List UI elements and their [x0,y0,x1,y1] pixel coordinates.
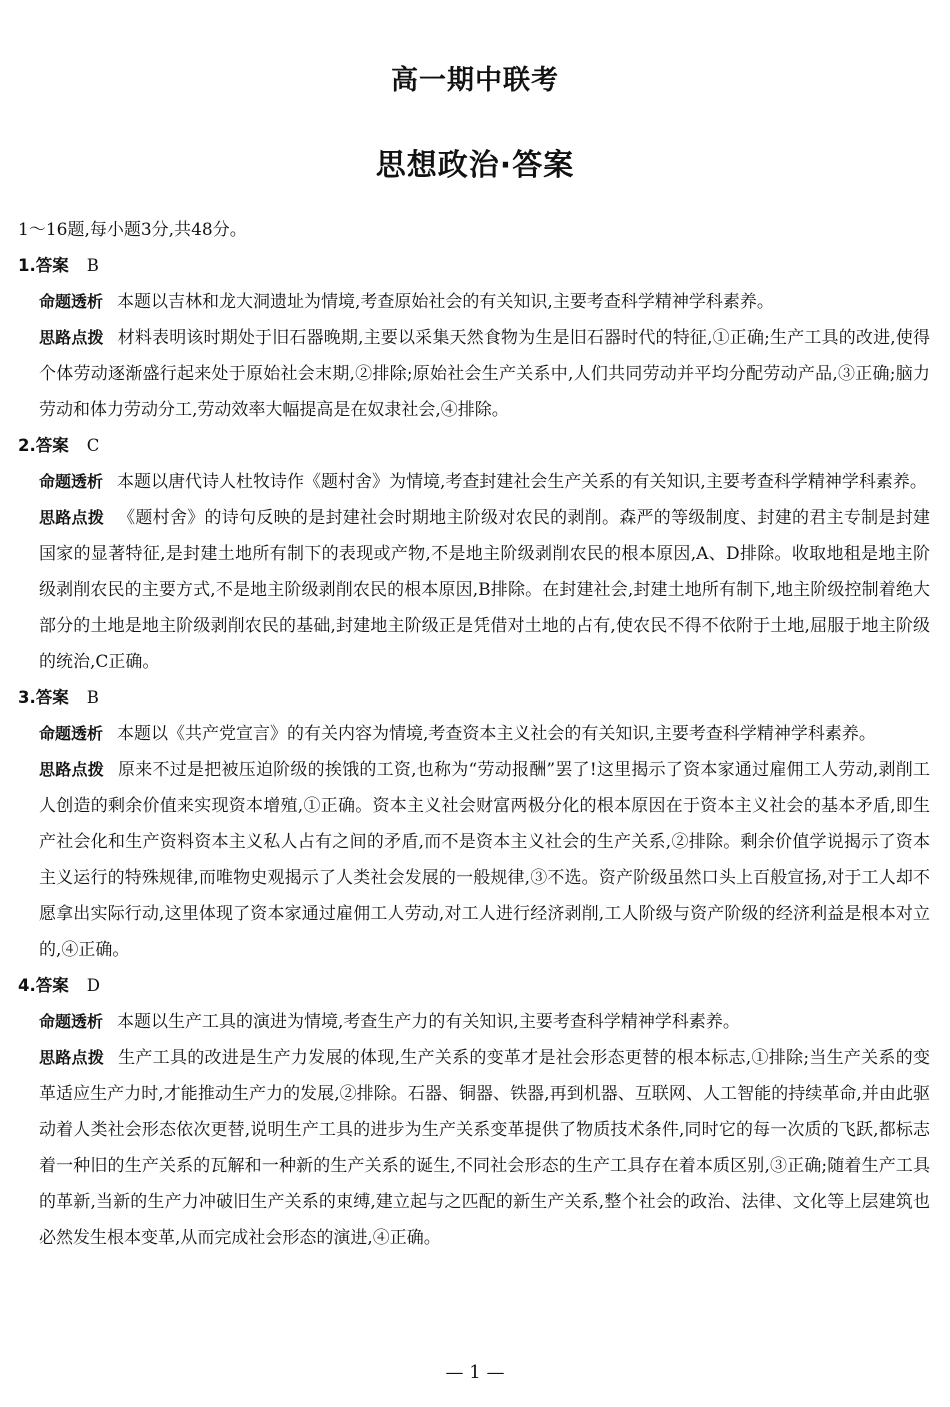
question-2 [18,428,930,680]
hint-paragraph [18,320,930,428]
answer-value: D [86,976,100,995]
analysis-text: 本题以吉林和龙大洞遗址为情境,考查原始社会的有关知识,主要考查科学精神学科素养。 [117,292,774,312]
question-header [18,968,930,1004]
answer-label: 答案 [35,976,69,995]
question-number: 3. [18,688,36,707]
question-number: 2. [18,436,36,455]
hint-text: 生产工具的改进是生产力发展的体现,生产关系的变革才是社会形态更替的根本标志,①排除;当生产关系的变革适应生产力时,才能推动生产力的发展,②排除。石器、铜器、铁器,再到机器、互联网、人工智能的持续革命,并由此驱动着人类社会形态依次更替,说明生产工具的进步为生产关系变革提供了物质技术条件,同时它的每一次质的飞跃,都标志着一种旧的生产关系的瓦解和一种新的生产关系的诞生,不同社会形态的生产工具存在着本质区别,③正确;随着生产工具的革新,当新的生产力冲破旧生产关系的束缚,建立起与之匹配的新生产关系,整个社会的政治、法律、文化等上层建筑也必然发生根本变革,从而完成社会形态的演进,④正确。 [39,1048,930,1248]
hint-paragraph [18,752,930,968]
hint-paragraph [18,500,930,680]
exam-title: 高一期中联考 [391,65,559,96]
analysis-paragraph [18,716,930,752]
analysis-label: 命题透析 [39,292,104,311]
analysis-paragraph [18,464,930,500]
question-header [18,428,930,464]
answer-label: 答案 [35,256,69,275]
analysis-paragraph [18,1004,930,1040]
answer-content [18,212,930,1256]
question-1 [18,248,930,428]
analysis-paragraph [18,284,930,320]
hint-label: 思路点拨 [39,508,105,527]
question-4 [18,968,930,1256]
question-number: 4. [18,976,36,995]
hint-label: 思路点拨 [39,328,104,347]
hint-text: 《题村舍》的诗句反映的是封建社会时期地主阶级对农民的剥削。森严的等级制度、封建的君主专制是封建国家的显著特征,是封建土地所有制下的表现或产物,不是地主阶级剥削农民的根本原因,A、D排除。收取地租是地主阶级剥削农民的主要方式,不是地主阶级剥削农民的根本原因,B排除。在封建社会,封建土地所有制下,地主阶级控制着绝大部分的土地是地主阶级剥削农民的基础,封建地主阶级正是凭借对土地的占有,使农民不得不依附于土地,屈服于地主阶级的统治,C正确。 [39,508,930,672]
answer-label: 答案 [35,688,69,707]
analysis-text: 本题以生产工具的演进为情境,考查生产力的有关知识,主要考查科学精神学科素养。 [117,1012,740,1032]
question-number: 1. [18,256,36,275]
answer-value: B [86,256,99,275]
hint-paragraph [18,1040,930,1256]
hint-text: 原来不过是把被压迫阶级的挨饿的工资,也称为“劳动报酬”罢了!这里揭示了资本家通过雇佣工人劳动,剥削工人创造的剩余价值来实现资本增殖,①正确。资本主义社会财富两极分化的根本原因在于资本主义社会的基本矛盾,即生产社会化和生产资料资本主义私人占有之间的矛盾,而不是资本主义社会的生产关系,②排除。剩余价值学说揭示了资本主义运行的特殊规律,而唯物史观揭示了人类社会发展的一般规律,③不选。资产阶级虽然口头上百般宣扬,对于工人却不愿拿出实际行动,这里体现了资本家通过雇佣工人劳动,对工人进行经济剥削,工人阶级与资产阶级的经济利益是根本对立的,④正确。 [39,760,930,960]
question-header [18,680,930,716]
page-number: — 1 — [445,1362,505,1383]
question-header [18,248,930,284]
hint-text: 材料表明该时期处于旧石器晚期,主要以采集天然食物为生是旧石器时代的特征,①正确;生产工具的改进,使得个体劳动逐渐盛行起来处于原始社会末期,②排除;原始社会生产关系中,人们共同劳动并平均分配劳动产品,③正确;脑力劳动和体力劳动分工,劳动效率大幅提高是在奴隶社会,④排除。 [39,328,930,420]
answer-value: B [86,688,99,707]
hint-label: 思路点拨 [39,760,104,779]
question-3 [18,680,930,968]
analysis-label: 命题透析 [39,1012,104,1031]
analysis-text: 本题以唐代诗人杜牧诗作《题村舍》为情境,考查封建社会生产关系的有关知识,主要考查科学精神学科素养。 [117,472,927,492]
answer-label: 答案 [35,436,69,455]
analysis-text: 本题以《共产党宣言》的有关内容为情境,考查资本主义社会的有关知识,主要考查科学精神学科素养。 [117,724,876,744]
analysis-label: 命题透析 [39,724,104,743]
answer-value: C [86,436,100,455]
hint-label: 思路点拨 [39,1048,105,1067]
analysis-label: 命题透析 [39,472,104,491]
section-intro: 1～16题,每小题3分,共48分。 [18,220,247,240]
subject-title: 思想政治·答案 [375,148,575,183]
